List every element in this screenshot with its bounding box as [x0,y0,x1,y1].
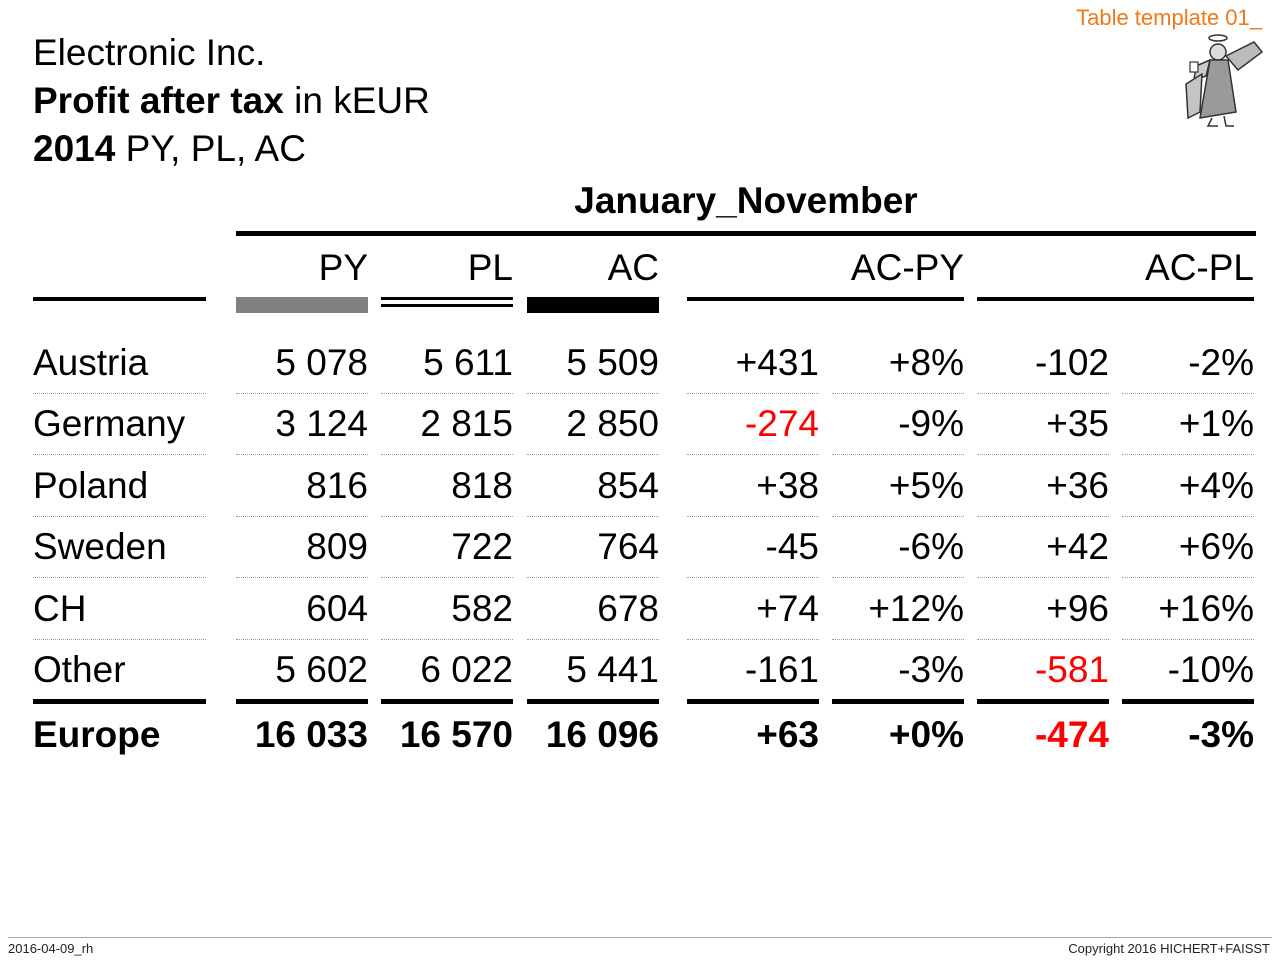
cell-delta-pl: +35 [1046,403,1109,445]
cell-pl: 16 570 [399,714,513,755]
cell-pct-py: +12% [868,587,964,629]
total-rule [832,699,964,704]
cell-pl: 818 [451,464,513,506]
header-rule-name [33,297,206,301]
row-separator [687,639,819,640]
row-separator [381,454,513,455]
py-scenario-marker [236,297,368,313]
cell-delta-py: +431 [735,342,819,383]
cell-pct-pl: -2% [1188,342,1254,383]
total-rule [33,699,206,704]
row-name: Poland [33,464,149,506]
header-rule-ac-pl [977,297,1254,301]
ac-scenario-marker [527,297,659,313]
angel-icon [1176,26,1272,134]
header-rule-ac-py [687,297,964,301]
footer-copyright: Copyright 2016 HICHERT+FAISST [1068,941,1270,956]
measure-rest: in kEUR [283,80,430,121]
template-label: Table template 01_ [1076,5,1262,30]
row-separator [381,393,513,394]
row-name: Germany [33,403,186,445]
row-separator [527,454,659,455]
row-separator [687,577,819,578]
cell-delta-py: -274 [744,403,819,445]
scenario-title [33,125,306,173]
row-separator [977,577,1109,578]
cell-ac: 678 [597,587,659,629]
year-bold: 2014 [33,128,116,169]
row-separator [527,577,659,578]
cell-ac: 5 441 [566,649,659,690]
total-rule [977,699,1109,704]
cell-delta-py: -45 [765,526,819,568]
cell-ac: 16 096 [545,714,659,755]
col-header-ac: AC [607,247,659,288]
cell-py: 16 033 [254,714,368,755]
row-separator [33,393,206,394]
row-separator [977,639,1109,640]
cell-pct-py: -3% [898,649,964,690]
row-separator [1122,516,1254,517]
cell-pl: 582 [451,587,513,629]
cell-pl: 6 022 [420,649,513,690]
row-name: Europe [33,714,161,755]
row-separator [527,516,659,517]
cell-pct-py: +5% [888,464,964,506]
cell-py: 5 602 [275,649,368,690]
row-separator [687,393,819,394]
measure-title [33,77,430,125]
row-separator [977,454,1109,455]
row-separator [1122,393,1254,394]
row-name: Austria [33,342,149,383]
col-header-pl: PL [467,247,513,288]
cell-pl: 5 611 [423,342,513,383]
row-separator [33,454,206,455]
cell-delta-py: -161 [744,649,819,690]
cell-pct-pl: +6% [1178,526,1254,568]
cell-pl: 722 [451,526,513,568]
col-header-ac-pl: AC-PL [1145,247,1254,288]
period-label: January_November [574,180,918,221]
row-separator [236,639,368,640]
cell-ac: 764 [597,526,659,568]
cell-pct-py: +0% [888,714,964,755]
row-separator [832,516,964,517]
total-rule [236,699,368,704]
row-separator [1122,639,1254,640]
cell-delta-py: +63 [756,714,819,755]
row-name: Other [33,649,126,690]
cell-delta-py: +38 [756,464,819,506]
row-separator [832,393,964,394]
cell-pl: 2 815 [420,403,513,445]
cell-py: 816 [306,464,368,506]
measure-bold: Profit after tax [33,80,284,121]
total-rule [687,699,819,704]
row-separator [977,393,1109,394]
row-separator [687,516,819,517]
total-rule [381,699,513,704]
cell-py: 809 [306,526,368,568]
cell-pct-pl: +16% [1158,587,1254,629]
col-header-ac-py: AC-PY [850,247,964,288]
cell-py: 5 078 [275,342,368,383]
row-separator [236,454,368,455]
cell-pct-pl: +4% [1178,464,1254,506]
cell-delta-pl: -581 [1034,649,1109,690]
cell-ac: 5 509 [566,342,659,383]
row-name: Sweden [33,526,167,568]
col-header-py: PY [318,247,368,288]
row-separator [236,577,368,578]
row-separator [381,639,513,640]
cell-delta-pl: +96 [1046,587,1109,629]
cell-ac: 854 [597,464,659,506]
cell-delta-py: +74 [756,587,819,629]
row-separator [687,454,819,455]
cell-delta-pl: +42 [1046,526,1109,568]
row-separator [527,393,659,394]
cell-pct-pl: -10% [1167,649,1254,690]
footer-date: 2016-04-09_rh [8,941,94,956]
row-separator [1122,577,1254,578]
row-separator [33,516,206,517]
cell-pct-pl: -3% [1188,714,1254,755]
total-rule [1122,699,1254,704]
footer-rule [8,937,1272,938]
cell-pct-pl: +1% [1178,403,1254,445]
period-rule [236,231,1256,236]
row-separator [33,577,206,578]
row-separator [527,639,659,640]
row-separator [832,577,964,578]
cell-pct-py: -9% [898,403,964,445]
row-separator [236,516,368,517]
pl-scenario-marker [381,297,513,307]
cell-ac: 2 850 [566,403,659,445]
cell-delta-pl: -102 [1034,342,1109,383]
row-name: CH [33,587,87,629]
year-rest: PY, PL, AC [115,128,306,169]
row-separator [236,393,368,394]
cell-pct-py: -6% [898,526,964,568]
row-separator [832,454,964,455]
row-separator [381,516,513,517]
total-rule [527,699,659,704]
cell-pct-py: +8% [888,342,964,383]
cell-py: 604 [306,587,368,629]
cell-delta-pl: -474 [1034,714,1109,755]
row-separator [832,639,964,640]
row-separator [381,577,513,578]
cell-delta-pl: +36 [1046,464,1109,506]
company-name: Electronic Inc. [33,32,266,73]
row-separator [33,639,206,640]
row-separator [1122,454,1254,455]
cell-py: 3 124 [275,403,368,445]
row-separator [977,516,1109,517]
